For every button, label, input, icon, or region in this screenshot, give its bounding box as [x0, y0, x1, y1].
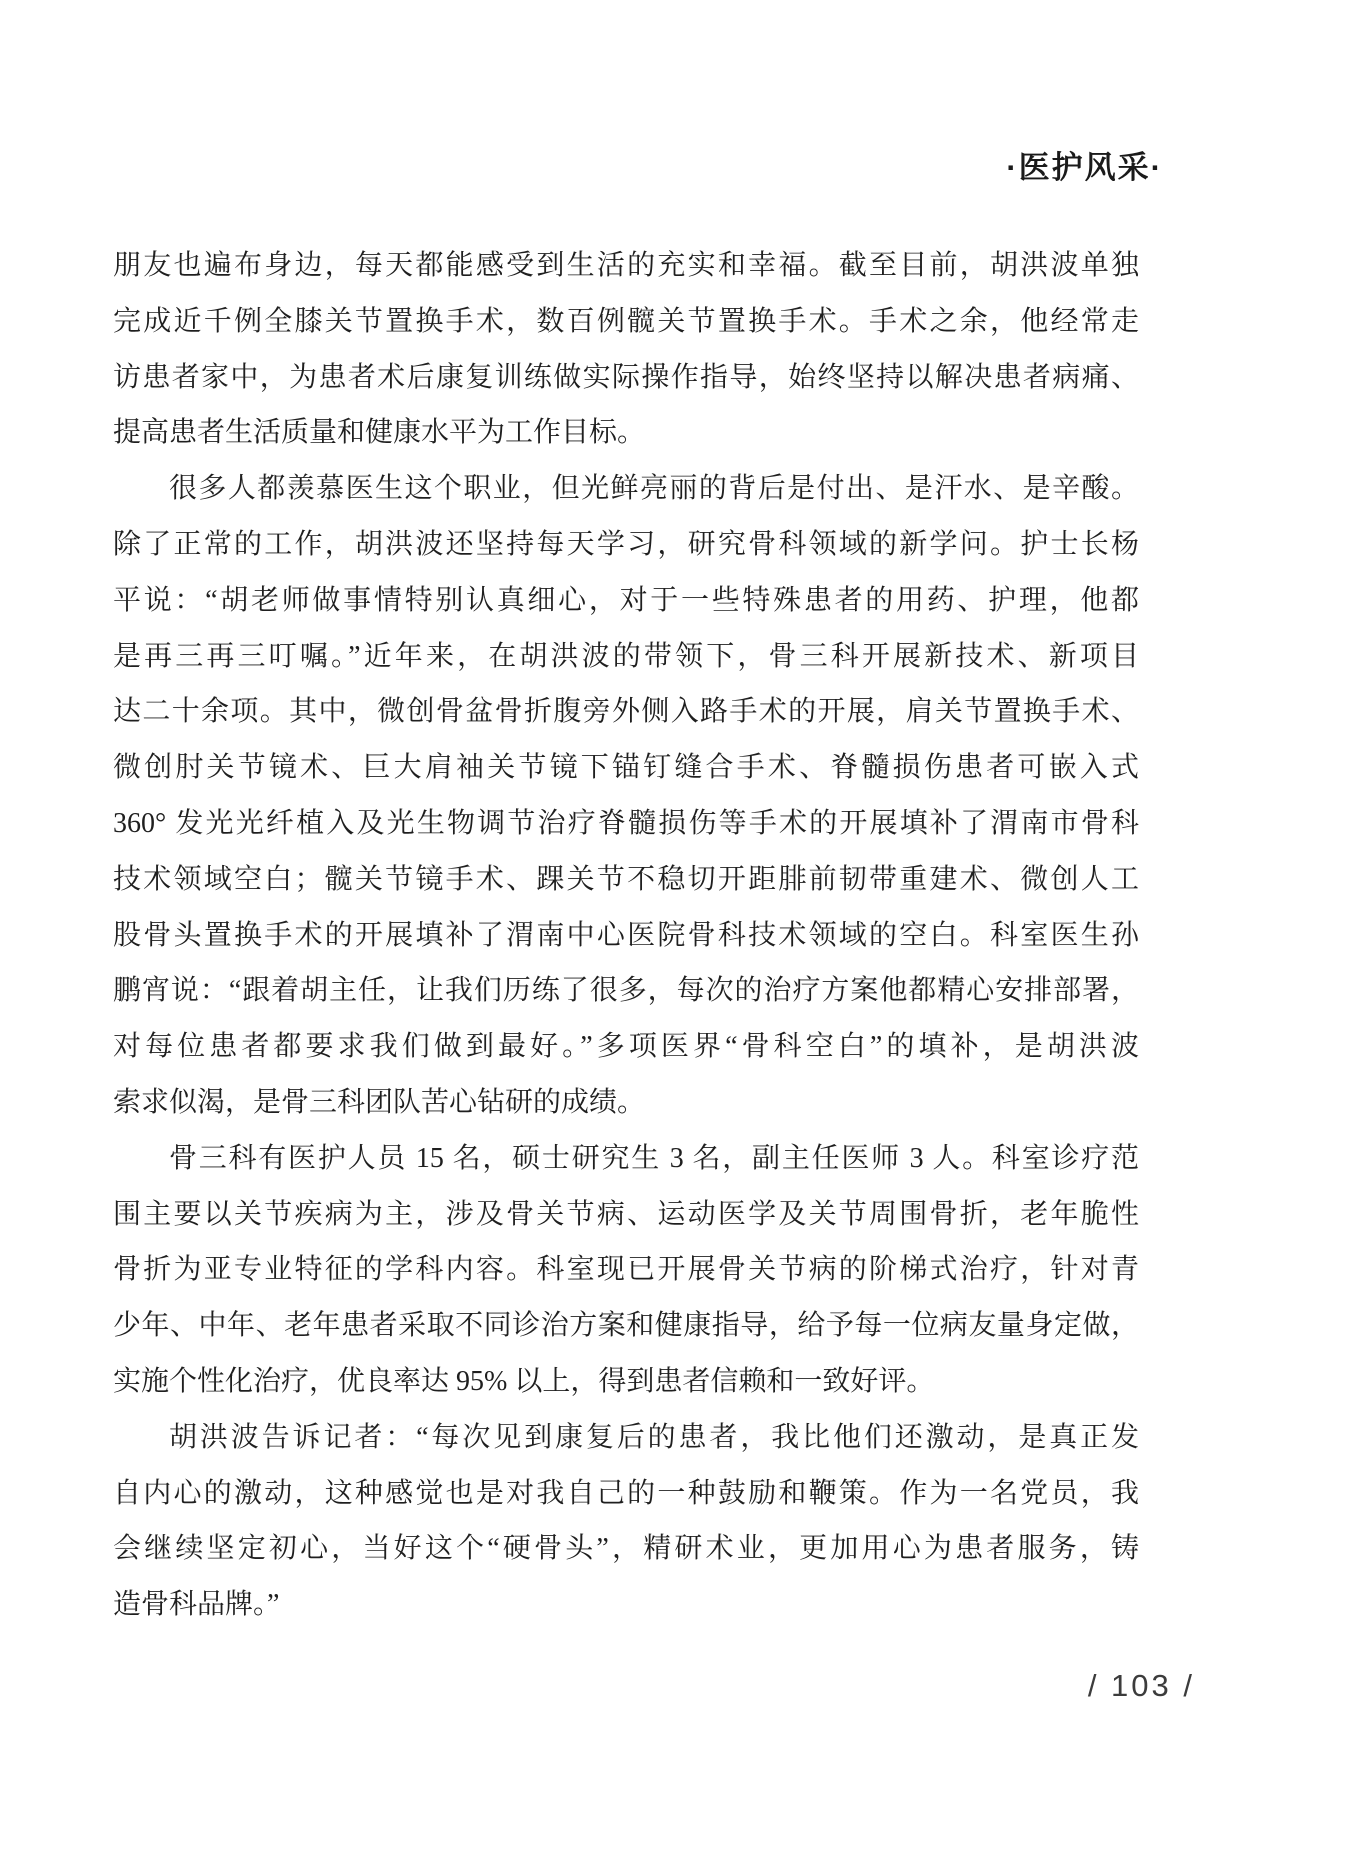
text-line: 360° 发光光纤植入及光生物调节治疗脊髓损伤等手术的开展填补了渭南市骨科: [113, 807, 1139, 839]
text-line: 骨折为亚专业特征的学科内容。科室现已开展骨关节病的阶梯式治疗，针对青: [113, 1254, 1139, 1286]
text-line: 围主要以关节疾病为主，涉及骨关节病、运动医学及关节周围骨折，老年脆性: [113, 1198, 1139, 1230]
section-header: ·医护风采·: [1006, 150, 1163, 185]
text-line: 实施个性化治疗，优良率达 95% 以上，得到患者信赖和一致好评。: [113, 1365, 935, 1397]
text-line: 提高患者生活质量和健康水平为工作目标。: [113, 417, 646, 449]
text-line: 微创肘关节镜术、巨大肩袖关节镜下锚钉缝合手术、脊髓损伤患者可嵌入式: [113, 752, 1139, 784]
text-line: 索求似渴，是骨三科团队苦心钻研的成绩。: [113, 1086, 646, 1118]
text-line: 访患者家中，为患者术后康复训练做实际操作指导，始终坚持以解决患者病痛、: [113, 361, 1139, 393]
text-line: 平说：“胡老师做事情特别认真细心，对于一些特殊患者的用药、护理，他都: [113, 584, 1139, 616]
text-line: 是再三再三叮嘱。”近年来，在胡洪波的带领下，骨三科开展新技术、新项目: [113, 640, 1139, 672]
page-number: / 103 /: [1087, 1668, 1195, 1703]
text-line: 会继续坚定初心，当好这个“硬骨头”，精研术业，更加用心为患者服务，铸: [113, 1533, 1139, 1565]
text-line: 骨三科有医护人员 15 名，硕士研究生 3 名，副主任医师 3 人。科室诊疗范: [169, 1142, 1139, 1174]
text-line: 自内心的激动，这种感觉也是对我自己的一种鼓励和鞭策。作为一名党员，我: [113, 1477, 1139, 1509]
text-line: 技术领域空白；髋关节镜手术、踝关节不稳切开距腓前韧带重建术、微创人工: [113, 863, 1139, 895]
text-line: 少年、中年、老年患者采取不同诊治方案和健康指导，给予每一位病友量身定做，: [113, 1310, 1139, 1342]
text-line: 达二十余项。其中，微创骨盆骨折腹旁外侧入路手术的开展，肩关节置换手术、: [113, 696, 1139, 728]
article-body: [113, 238, 1139, 1633]
text-line: 完成近千例全膝关节置换手术，数百例髋关节置换手术。手术之余，他经常走: [113, 305, 1139, 337]
text-line: 除了正常的工作，胡洪波还坚持每天学习，研究骨科领域的新学问。护士长杨: [113, 528, 1139, 560]
text-line: 鹏宵说：“跟着胡主任，让我们历练了很多，每次的治疗方案他都精心安排部署，: [113, 975, 1139, 1007]
text-line: 朋友也遍布身边，每天都能感受到生活的充实和幸福。截至目前，胡洪波单独: [113, 250, 1139, 281]
text-line: 股骨头置换手术的开展填补了渭南中心医院骨科技术领域的空白。科室医生孙: [113, 919, 1139, 951]
text-line: 胡洪波告诉记者：“每次见到康复后的患者，我比他们还激动，是真正发: [169, 1421, 1139, 1453]
text-line: 很多人都羡慕医生这个职业，但光鲜亮丽的背后是付出、是汗水、是辛酸。: [169, 473, 1139, 505]
text-line: 对每位患者都要求我们做到最好。”多项医界“骨科空白”的填补，是胡洪波: [113, 1031, 1139, 1063]
text-line: 造骨科品牌。”: [113, 1589, 280, 1621]
